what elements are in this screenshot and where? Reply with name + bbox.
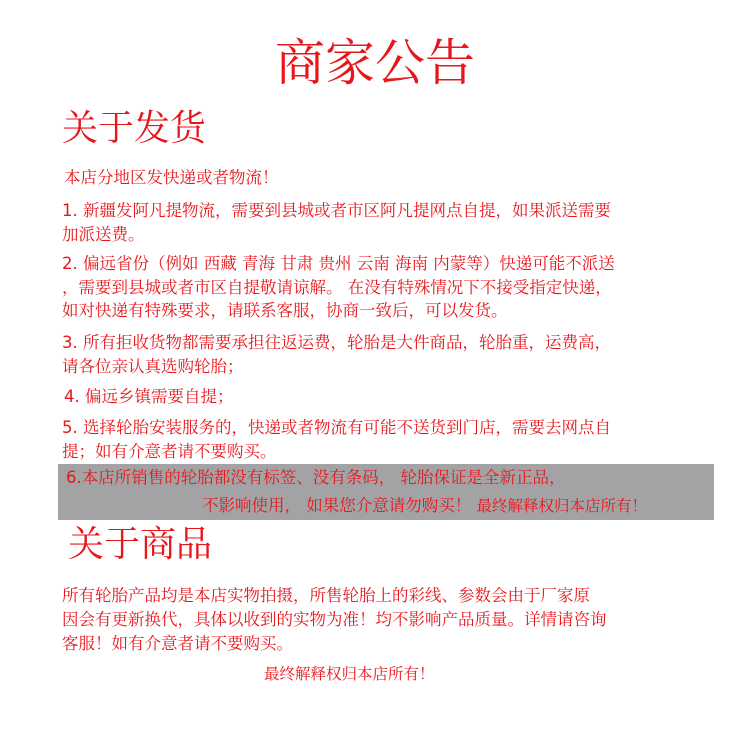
shipping-item-3-line-1: 3. 所有拒收货物都需要承担往返运费，轮胎是大件商品，轮胎重，运费高， bbox=[62, 333, 611, 352]
shipping-item-2-line-1: 2. 偏远省份（例如 西藏 青海 甘肃 贵州 云南 海南 内蒙等）快递可能不派送 bbox=[62, 254, 615, 273]
shipping-item-2-line-3: 如对快递有特殊要求，请联系客服，协商一致后，可以发货。 bbox=[62, 301, 508, 320]
shipping-item-2-line-2: ，需要到县城或者市区自提敬请谅解。 在没有特殊情况下不接受指定快递， bbox=[62, 278, 612, 297]
product-line-1: 所有轮胎产品均是本店实物拍摄，所售轮胎上的彩线、参数会由于厂家原 bbox=[62, 586, 590, 605]
shipping-item-3-line-2: 请各位亲认真选购轮胎； bbox=[62, 357, 244, 376]
shipping-heading: 关于发货 bbox=[62, 108, 207, 149]
highlight-line-2-tail: 最终解释权归本店所有！ bbox=[476, 497, 648, 515]
product-line-2: 因会有更新换代，具体以收到的实物为准！均不影响产品质量。详情请咨询 bbox=[62, 610, 607, 629]
shipping-item-5-line-1: 5. 选择轮胎安装服务的，快递或者物流有可能不送货到门店，需要去网点自 bbox=[62, 418, 611, 437]
shipping-item-5-line-2: 提；如有介意者请不要购买。 bbox=[62, 442, 277, 461]
shipping-intro: 本店分地区发快递或者物流！ bbox=[64, 168, 279, 187]
highlight-line-2-main: 不影响使用， 如果您介意请勿购买！ bbox=[202, 496, 472, 515]
shipping-item-4: 4. 偏远乡镇需要自提； bbox=[64, 387, 234, 406]
highlight-line-2 bbox=[202, 494, 647, 518]
product-footer: 最终解释权归本店所有！ bbox=[264, 665, 435, 683]
shipping-item-1-line-2: 加派送费。 bbox=[62, 225, 145, 244]
shipping-item-1-line-1: 1. 新疆发阿凡提物流，需要到县城或者市区阿凡提网点自提，如果派送需要 bbox=[62, 201, 611, 220]
page-title: 商家公告 bbox=[275, 34, 475, 92]
product-line-3: 客服！如有介意者请不要购买。 bbox=[62, 634, 293, 653]
product-heading: 关于商品 bbox=[68, 524, 213, 565]
highlight-line-1: 6.本店所销售的轮胎都没有标签、没有条码， 轮胎保证是全新正品， bbox=[66, 468, 566, 487]
